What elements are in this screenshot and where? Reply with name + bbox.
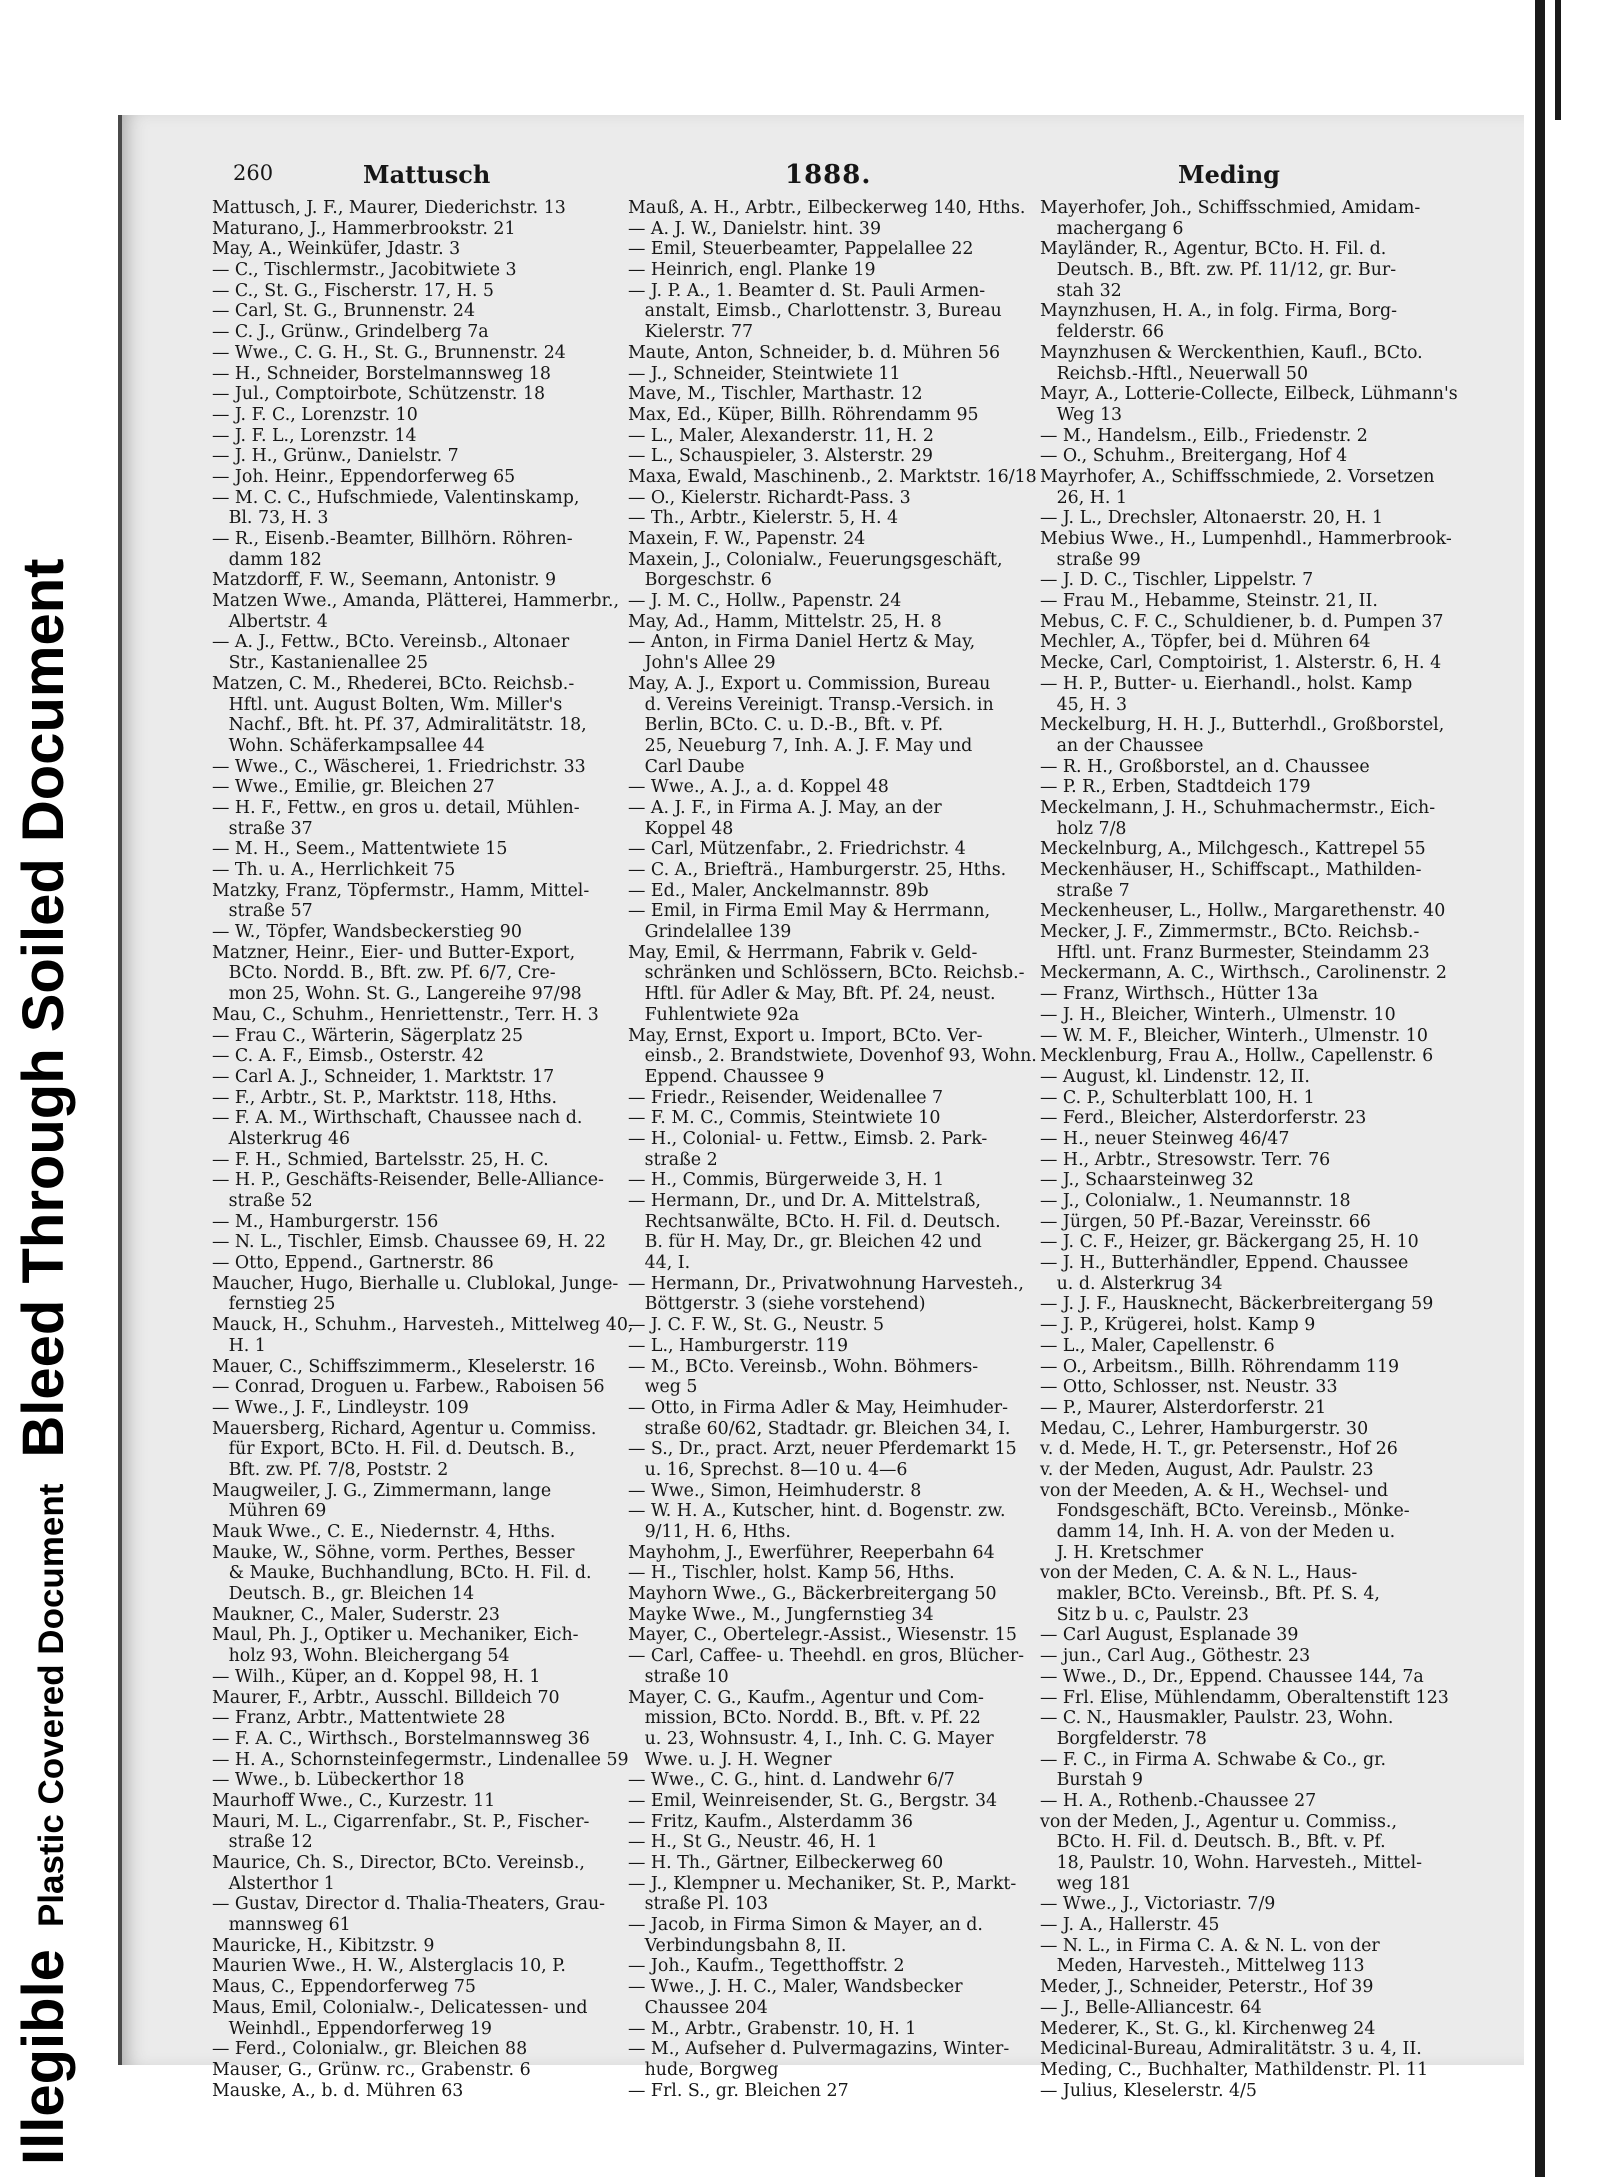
- directory-entry-line: 26, H. 1: [1040, 487, 1128, 508]
- directory-entry-line: hude, Borgweg: [628, 2059, 779, 2080]
- directory-entry-line: von der Meeden, A. & H., Wechsel- und: [1040, 1480, 1389, 1501]
- directory-entry-line: Nachf., Bft. ht. Pf. 37, Admiralitätstr. 18,: [212, 715, 587, 736]
- directory-entry-line: 18, Paulstr. 10, Wohn. Harvesteh., Mittel-: [1040, 1853, 1423, 1873]
- directory-entry-line: — Anton, in Firma Daniel Hertz & May,: [628, 632, 976, 653]
- label-plastic-covered: Plastic Covered Document: [32, 1483, 71, 1928]
- directory-entry-line: — J., Schneider, Steintwiete 11: [628, 363, 901, 384]
- directory-entry-line: — Gustav, Director d. Thalia-Theaters, Grau-: [212, 1894, 606, 1915]
- directory-entry-line: Mühren 69: [212, 1501, 327, 1522]
- directory-entry-line: — P., Maurer, Alsterdorferstr. 21: [1040, 1397, 1327, 1418]
- directory-entry-line: — Hermann, Dr., und Dr. A. Mittelstraß,: [628, 1191, 981, 1211]
- directory-entry-line: — M., Aufseher d. Pulvermagazins, Winter-: [628, 2039, 1010, 2060]
- directory-entry-line: Maturano, J., Hammerbrookstr. 21: [212, 218, 516, 239]
- directory-entry-line: — N. L., in Firma C. A. & N. L. von der: [1040, 1935, 1380, 1956]
- directory-entry-line: — P. R., Erben, Stadtdeich 179: [1040, 777, 1311, 798]
- directory-entry-line: — Conrad, Droguen u. Farbew., Raboisen 56: [212, 1377, 605, 1398]
- directory-entry-line: — Wwe., J., Victoriastr. 7/9: [1040, 1894, 1276, 1915]
- directory-entry-line: — M., Hamburgerstr. 156: [212, 1211, 439, 1232]
- directory-entry-line: — A. J. W., Danielstr. hint. 39: [628, 218, 882, 239]
- directory-entry-line: — J. C. F., Heizer, gr. Bäckergang 25, H. 10: [1040, 1232, 1419, 1253]
- directory-entry-line: holz 7/8: [1040, 818, 1127, 839]
- directory-entry-line: Mebus, C. F. C., Schuldiener, b. d. Pumpen 37: [1040, 611, 1444, 632]
- directory-entry-line: — J. H., Butterhändler, Eppend. Chaussee: [1040, 1253, 1409, 1274]
- directory-entry-line: straße 37: [212, 818, 313, 839]
- directory-entry-line: Meding, C., Buchhalter, Mathildenstr. Pl. 11: [1040, 2059, 1429, 2080]
- directory-entry-line: Fuhlentwiete 92a: [628, 1004, 800, 1025]
- directory-entry-line: B. für H. May, Dr., gr. Bleichen 42 und: [628, 1232, 982, 1253]
- directory-entry-line: Carl Daube: [628, 756, 745, 777]
- directory-entry-line: — H. Th., Gärtner, Eilbeckerweg 60: [628, 1853, 944, 1873]
- directory-entry-line: Mauri, M. L., Cigarrenfabr., St. P., Fischer-: [212, 1811, 590, 1832]
- directory-entry-line: Matzky, Franz, Töpfermstr., Hamm, Mittel-: [212, 880, 590, 901]
- directory-entry-line: — F. A. C., Wirthsch., Borstelmannsweg 36: [212, 1728, 590, 1749]
- directory-entry-line: — J., Klempner u. Mechaniker, St. P., Markt-: [628, 1873, 1017, 1894]
- directory-entry-line: — H. P., Butter- u. Eierhandl., holst. Kamp: [1040, 673, 1413, 694]
- directory-entry-line: Mayer, C., Obertelegr.-Assist., Wiesenstr. 15: [628, 1625, 1017, 1646]
- directory-entry-line: Mebius Wwe., H., Lumpenhdl., Hammerbrook-: [1040, 529, 1452, 549]
- directory-entry-line: — Carl, St. G., Brunnenstr. 24: [212, 301, 476, 322]
- directory-entry-line: mon 25, Wohn. St. G., Langereihe 97/98: [212, 984, 582, 1005]
- directory-column-1: [212, 198, 634, 2101]
- directory-entry-line: v. der Meden, August, Adr. Paulstr. 23: [1040, 1459, 1374, 1480]
- page-edge-shadow-top: [1555, 0, 1561, 120]
- directory-entry-line: Mechler, A., Töpfer, bei d. Mühren 64: [1040, 632, 1371, 653]
- directory-entry-line: Maus, C., Eppendorferweg 75: [212, 1977, 477, 1998]
- directory-entry-line: — C. A., Briefträ., Hamburgerstr. 25, Hths.: [628, 860, 1007, 880]
- directory-entry-line: Mattusch, J. F., Maurer, Diederichstr. 13: [212, 198, 566, 218]
- directory-entry-line: Meckermann, A. C., Wirthsch., Carolinenstr. 2: [1040, 963, 1447, 984]
- directory-entry-line: — Wilh., Küper, an d. Koppel 98, H. 1: [212, 1666, 541, 1687]
- directory-entry-line: — C. J., Grünw., Grindelberg 7a: [212, 322, 489, 343]
- directory-entry-line: für Export, BCto. H. Fil. d. Deutsch. B.,: [212, 1439, 575, 1460]
- directory-entry-line: — J. C. F. W., St. G., Neustr. 5: [628, 1315, 885, 1336]
- directory-entry-line: Kielerstr. 77: [628, 322, 754, 343]
- directory-entry-line: — F. H., Schmied, Bartelsstr. 25, H. C.: [212, 1149, 549, 1170]
- document-label-strip: [0, 0, 110, 2177]
- directory-entry-line: — C., Tischlermstr., Jacobitwiete 3: [212, 260, 517, 281]
- directory-entry-line: Max, Ed., Küper, Billh. Röhrendamm 95: [628, 404, 979, 425]
- directory-entry-line: Mauser, G., Grünw. rc., Grabenstr. 6: [212, 2059, 531, 2080]
- directory-entry-line: — R., Eisenb.-Beamter, Billhörn. Röhren-: [212, 529, 573, 549]
- directory-entry-line: — Hermann, Dr., Privatwohnung Harvesteh.,: [628, 1273, 1024, 1294]
- directory-entry-line: Mauersberg, Richard, Agentur u. Commiss.: [212, 1418, 597, 1439]
- directory-entry-line: Mayerhofer, Joh., Schiffsschmied, Amidam-: [1040, 198, 1421, 218]
- document-condition-label: [10, 559, 77, 2165]
- directory-entry-line: May, Emil, & Herrmann, Fabrik v. Geld-: [628, 942, 978, 963]
- directory-entry-line: — W. M. F., Bleicher, Winterh., Ulmenstr. 10: [1040, 1025, 1428, 1046]
- directory-entry-line: Mauricke, H., Kibitzstr. 9: [212, 1935, 435, 1956]
- directory-entry-line: Deutsch. B., Bft. zw. Pf. 11/12, gr. Bur-: [1040, 260, 1397, 281]
- directory-entry-line: John's Allee 29: [628, 653, 776, 674]
- directory-entry-line: — Th. u. A., Herrlichkeit 75: [212, 860, 456, 880]
- directory-entry-line: Mayke Wwe., M., Jungfernstieg 34: [628, 1604, 934, 1625]
- directory-entry-line: — Frl. S., gr. Bleichen 27: [628, 2080, 849, 2101]
- directory-entry-line: weg 181: [1040, 1873, 1132, 1894]
- directory-entry-line: Verbindungsbahn 8, II.: [628, 1935, 847, 1956]
- directory-entry-line: Maurice, Ch. S., Director, BCto. Vereinsb.,: [212, 1853, 585, 1873]
- directory-entry-line: — C. A. F., Eimsb., Osterstr. 42: [212, 1046, 484, 1067]
- directory-entry-line: — Frl. Elise, Mühlendamm, Oberaltenstift 123: [1040, 1687, 1449, 1708]
- directory-entry-line: — F. A. M., Wirthschaft, Chaussee nach d.: [212, 1108, 583, 1129]
- page-number: 260: [233, 161, 274, 185]
- directory-entry-line: — O., Kielerstr. Richardt-Pass. 3: [628, 487, 911, 508]
- directory-entry-line: — jun., Carl Aug., Göthestr. 23: [1040, 1646, 1311, 1667]
- directory-entry-line: May, Ernst, Export u. Import, BCto. Ver-: [628, 1025, 983, 1046]
- header-left-keyword: Mattusch: [363, 160, 491, 189]
- directory-entry-line: — Ferd., Colonialw., gr. Bleichen 88: [212, 2039, 528, 2060]
- directory-entry-line: straße Pl. 103: [628, 1894, 769, 1915]
- directory-entry-line: Grindelallee 139: [628, 922, 792, 943]
- directory-entry-line: Maxein, J., Colonialw., Feuerungsgeschäft,: [628, 549, 1003, 570]
- directory-entry-line: — J. J. F., Hausknecht, Bäckerbreitergang 59: [1040, 1294, 1434, 1315]
- directory-entry-line: schränken und Schlössern, BCto. Reichsb.-: [628, 963, 1025, 984]
- directory-entry-line: — Emil, Steuerbeamter, Pappelallee 22: [628, 239, 974, 260]
- directory-entry-line: — Wwe., A. J., a. d. Koppel 48: [628, 777, 889, 798]
- directory-entry-line: — A. J. F., in Firma A. J. May, an der: [628, 797, 942, 818]
- directory-entry-line: — Otto, in Firma Adler & May, Heimhuder-: [628, 1397, 1008, 1418]
- directory-entry-line: — Wwe., C. G. H., St. G., Brunnenstr. 24: [212, 342, 566, 363]
- directory-entry-line: — H. A., Schornsteinfegermstr., Lindenallee 59: [212, 1749, 629, 1770]
- directory-entry-line: Maxa, Ewald, Maschinenb., 2. Marktstr. 16/18: [628, 466, 1037, 487]
- directory-entry-line: fernstieg 25: [212, 1294, 336, 1315]
- directory-entry-line: u. 16, Sprechst. 8—10 u. 4—6: [628, 1459, 908, 1480]
- directory-entry-line: stah 32: [1040, 280, 1122, 301]
- directory-entry-line: — Jul., Comptoirbote, Schützenstr. 18: [212, 384, 546, 405]
- directory-entry-line: d. Vereins Vereinigt. Transp.-Versich. in: [628, 694, 994, 715]
- directory-entry-line: — N. L., Tischler, Eimsb. Chaussee 69, H. 22: [212, 1232, 606, 1253]
- directory-entry-line: Mauer, C., Schiffszimmerm., Kleselerstr. 16: [212, 1356, 596, 1377]
- directory-entry-line: Reichsb.-Hftl., Neuerwall 50: [1040, 363, 1309, 384]
- directory-entry-line: — H. F., Fettw., en gros u. detail, Mühlen-: [212, 797, 580, 818]
- directory-entry-line: mission, BCto. Nordd. B., Bft. v. Pf. 22: [628, 1708, 981, 1729]
- directory-entry-line: Str., Kastanienallee 25: [212, 653, 429, 674]
- directory-entry-line: May, A. J., Export u. Commission, Bureau: [628, 673, 991, 694]
- directory-entry-line: — H., Commis, Bürgerweide 3, H. 1: [628, 1170, 945, 1191]
- directory-entry-line: — Julius, Kleselerstr. 4/5: [1040, 2080, 1257, 2101]
- directory-entry-line: — S., Dr., pract. Arzt, neuer Pferdemarkt 15: [628, 1439, 1017, 1460]
- directory-entry-line: straße 99: [1040, 549, 1141, 570]
- directory-entry-line: — H. P., Geschäfts-Reisender, Belle-Alliance-: [212, 1170, 604, 1191]
- directory-entry-line: Alsterkrug 46: [212, 1128, 351, 1149]
- directory-entry-line: Weinhdl., Eppendorferweg 19: [212, 2018, 492, 2039]
- header-year: 1888.: [785, 160, 872, 190]
- directory-entry-line: — J. L., Drechsler, Altonaerstr. 20, H. 1: [1040, 508, 1384, 529]
- directory-entry-line: Mauck, H., Schuhm., Harvesteh., Mittelweg 40,: [212, 1315, 634, 1336]
- directory-entry-line: Eppend. Chaussee 9: [628, 1066, 825, 1087]
- directory-entry-line: Maul, Ph. J., Optiker u. Mechaniker, Eich-: [212, 1625, 579, 1646]
- directory-entry-line: makler, BCto. Vereinsb., Bft. Pf. S. 4,: [1040, 1584, 1380, 1605]
- directory-entry-line: machergang 6: [1040, 218, 1184, 239]
- directory-entry-line: — J. H., Grünw., Danielstr. 7: [212, 446, 459, 467]
- directory-entry-line: — Jürgen, 50 Pf.-Bazar, Vereinsstr. 66: [1040, 1211, 1371, 1232]
- directory-entry-line: Burstah 9: [1040, 1770, 1143, 1791]
- directory-entry-line: Meckenhäuser, H., Schiffscapt., Mathilden-: [1040, 860, 1422, 880]
- directory-entry-line: Medau, C., Lehrer, Hamburgerstr. 30: [1040, 1418, 1369, 1439]
- directory-entry-line: Maurhoff Wwe., C., Kurzestr. 11: [212, 1790, 496, 1811]
- directory-entry-line: Maute, Anton, Schneider, b. d. Mühren 56: [628, 342, 1001, 363]
- directory-entry-line: Meder, J., Schneider, Peterstr., Hof 39: [1040, 1977, 1374, 1998]
- directory-entry-line: Medicinal-Bureau, Admiralitätstr. 3 u. 4, II.: [1040, 2039, 1422, 2060]
- directory-entry-line: — J., Belle-Alliancestr. 64: [1040, 1997, 1262, 2018]
- directory-entry-line: Mauk Wwe., C. E., Niedernstr. 4, Hths.: [212, 1522, 556, 1542]
- directory-entry-line: Chaussee 204: [628, 1997, 768, 2018]
- directory-entry-line: 44, I.: [628, 1253, 691, 1274]
- directory-entry-line: — Friedr., Reisender, Weidenallee 7: [628, 1087, 944, 1108]
- directory-entry-line: — Wwe., b. Lübeckerthor 18: [212, 1770, 465, 1791]
- directory-entry-line: — W. H. A., Kutscher, hint. d. Bogenstr. zw.: [628, 1501, 1006, 1522]
- directory-entry-line: — M., Arbtr., Grabenstr. 10, H. 1: [628, 2018, 917, 2039]
- directory-entry-line: — J. P. A., 1. Beamter d. St. Pauli Armen-: [628, 280, 986, 301]
- directory-entry-line: Hftl. unt. Franz Burmester, Steindamm 23: [1040, 942, 1430, 963]
- directory-entry-line: Mederer, K., St. G., kl. Kirchenweg 24: [1040, 2018, 1376, 2039]
- directory-entry-line: — Ed., Maler, Anckelmannstr. 89b: [628, 880, 929, 901]
- directory-entry-line: straße 52: [212, 1191, 313, 1211]
- directory-entry-line: Deutsch. B., gr. Bleichen 14: [212, 1584, 475, 1605]
- directory-entry-line: weg 5: [628, 1377, 698, 1398]
- directory-entry-line: — H., Schneider, Borstelmannsweg 18: [212, 363, 551, 384]
- directory-entry-line: — M. C. C., Hufschmiede, Valentinskamp,: [212, 487, 580, 508]
- directory-entry-line: Wwe. u. J. H. Wegner: [628, 1749, 832, 1770]
- directory-entry-line: Mecke, Carl, Comptoirist, 1. Alsterstr. 6, H. 4: [1040, 653, 1442, 674]
- directory-entry-line: — R. H., Großborstel, an d. Chaussee: [1040, 756, 1370, 777]
- directory-entry-line: — A. J., Fettw., BCto. Vereinsb., Altonaer: [212, 632, 570, 653]
- directory-entry-line: straße 12: [212, 1832, 313, 1853]
- directory-entry-line: Maugweiler, J. G., Zimmermann, lange: [212, 1480, 552, 1501]
- directory-entry-line: mannsweg 61: [212, 1915, 351, 1936]
- directory-entry-line: Mayländer, R., Agentur, BCto. H. Fil. d.: [1040, 239, 1387, 260]
- directory-entry-line: felderstr. 66: [1040, 322, 1165, 343]
- directory-entry-line: — J. H., Bleicher, Winterh., Ulmenstr. 10: [1040, 1004, 1396, 1025]
- directory-entry-line: — Fritz, Kaufm., Alsterdamm 36: [628, 1811, 913, 1832]
- directory-entry-line: — Otto, Eppend., Gartnerstr. 86: [212, 1253, 494, 1274]
- directory-entry-line: — L., Maler, Capellenstr. 6: [1040, 1335, 1275, 1356]
- directory-entry-line: Mecker, J. F., Zimmermstr., BCto. Reichsb.-: [1040, 922, 1420, 943]
- directory-entry-line: — H., Colonial- u. Fettw., Eimsb. 2. Park-: [628, 1128, 988, 1149]
- directory-entry-line: Mau, C., Schuhm., Henriettenstr., Terr. H. 3: [212, 1004, 599, 1025]
- directory-entry-line: Maurien Wwe., H. W., Alsterglacis 10, P.: [212, 1956, 566, 1977]
- directory-column-3: [1040, 198, 1458, 2101]
- directory-entry-line: straße 57: [212, 901, 313, 922]
- directory-entry-line: — Carl A. J., Schneider, 1. Marktstr. 17: [212, 1066, 555, 1087]
- directory-entry-line: damm 182: [212, 549, 322, 570]
- directory-entry-line: — Carl, Caffee- u. Theehdl. en gros, Blücher-: [628, 1646, 1025, 1667]
- directory-entry-line: — H. A., Rothenb.-Chaussee 27: [1040, 1790, 1317, 1811]
- directory-entry-line: Borgeschstr. 6: [628, 570, 772, 591]
- directory-entry-line: 9/11, H. 6, Hths.: [628, 1522, 791, 1542]
- directory-entry-line: — Frau M., Hebamme, Steinstr. 21, II.: [1040, 591, 1378, 612]
- directory-entry-line: anstalt, Eimsb., Charlottenstr. 3, Bureau: [628, 301, 1002, 322]
- directory-entry-line: — Wwe., C. G., hint. d. Landwehr 6/7: [628, 1770, 955, 1791]
- directory-entry-line: & Mauke, Buchhandlung, BCto. H. Fil. d.: [212, 1563, 592, 1584]
- directory-entry-line: — F. C., in Firma A. Schwabe & Co., gr.: [1040, 1749, 1387, 1770]
- directory-entry-line: — J. F. L., Lorenzstr. 14: [212, 425, 417, 446]
- directory-entry-line: — C., St. G., Fischerstr. 17, H. 5: [212, 280, 494, 301]
- label-illegible: Illegible: [11, 1949, 76, 2165]
- directory-entry-line: Matzen, C. M., Rhederei, BCto. Reichsb.-: [212, 673, 575, 694]
- directory-entry-line: May, A., Weinküfer, Jdastr. 3: [212, 239, 461, 260]
- directory-entry-line: — M., Handelsm., Eilb., Friedenstr. 2: [1040, 425, 1368, 446]
- directory-entry-line: — Jacob, in Firma Simon & Mayer, an d.: [628, 1915, 983, 1936]
- directory-entry-line: Fondsgeschäft, BCto. Vereinsb., Mönke-: [1040, 1501, 1410, 1522]
- directory-entry-line: — Emil, Weinreisender, St. G., Bergstr. 34: [628, 1790, 998, 1811]
- directory-entry-line: von der Meden, J., Agentur u. Commiss.,: [1040, 1811, 1397, 1832]
- directory-entry-line: — Wwe., J. F., Lindleystr. 109: [212, 1397, 469, 1418]
- directory-entry-line: — J., Colonialw., 1. Neumannstr. 18: [1040, 1191, 1351, 1211]
- directory-entry-line: Sitz b u. c, Paulstr. 23: [1040, 1604, 1250, 1625]
- directory-entry-line: straße 60/62, Stadtadr. gr. Bleichen 34, I.: [628, 1418, 1011, 1439]
- directory-entry-line: Mecklenburg, Frau A., Hollw., Capellenstr. 6: [1040, 1046, 1434, 1067]
- directory-entry-line: u. 23, Wohnsustr. 4, I., Inh. C. G. Mayer: [628, 1728, 994, 1749]
- directory-entry-line: — Carl, Mützenfabr., 2. Friedrichstr. 4: [628, 839, 966, 860]
- directory-entry-line: straße 10: [628, 1666, 729, 1687]
- directory-entry-line: — L., Maler, Alexanderstr. 11, H. 2: [628, 425, 934, 446]
- directory-entry-line: holz 93, Wohn. Bleichergang 54: [212, 1646, 510, 1667]
- directory-entry-line: — Th., Arbtr., Kielerstr. 5, H. 4: [628, 508, 899, 529]
- directory-entry-line: Maukner, C., Maler, Suderstr. 23: [212, 1604, 500, 1625]
- directory-entry-line: — Franz, Wirthsch., Hütter 13a: [1040, 984, 1319, 1005]
- directory-entry-line: — Wwe., Simon, Heimhuderstr. 8: [628, 1480, 922, 1501]
- directory-entry-line: — J. A., Hallerstr. 45: [1040, 1915, 1220, 1936]
- directory-entry-line: Mayhohm, J., Ewerführer, Reeperbahn 64: [628, 1542, 995, 1563]
- directory-entry-line: — F. M. C., Commis, Steintwiete 10: [628, 1108, 941, 1129]
- directory-entry-line: — C. N., Hausmakler, Paulstr. 23, Wohn.: [1040, 1708, 1394, 1729]
- directory-entry-line: — Wwe., C., Wäscherei, 1. Friedrichstr. 33: [212, 756, 586, 777]
- directory-entry-line: — H., Arbtr., Stresowstr. Terr. 76: [1040, 1149, 1331, 1170]
- directory-entry-line: Borgfelderstr. 78: [1040, 1728, 1207, 1749]
- directory-entry-line: Rechtsanwälte, BCto. H. Fil. d. Deutsch.: [628, 1211, 1001, 1232]
- directory-column-2: [628, 198, 1037, 2101]
- directory-entry-line: — Wwe., D., Dr., Eppend. Chaussee 144, 7a: [1040, 1666, 1424, 1687]
- directory-entry-line: Weg 13: [1040, 404, 1123, 425]
- directory-entry-line: straße 2: [628, 1149, 718, 1170]
- directory-entry-line: — L., Schauspieler, 3. Alsterstr. 29: [628, 446, 933, 467]
- page-edge-shadow: [1535, 0, 1545, 2177]
- directory-entry-line: — O., Arbeitsm., Billh. Röhrendamm 119: [1040, 1356, 1400, 1377]
- directory-entry-line: Matzner, Heinr., Eier- und Butter-Export,: [212, 942, 576, 963]
- directory-entry-line: — Carl August, Esplanade 39: [1040, 1625, 1299, 1646]
- directory-entry-line: — Franz, Arbtr., Mattentwiete 28: [212, 1708, 506, 1729]
- directory-entry-line: Meckenheuser, L., Hollw., Margarethenstr. 40: [1040, 901, 1446, 922]
- directory-entry-line: von der Meden, C. A. & N. L., Haus-: [1040, 1563, 1358, 1584]
- directory-entry-line: Maxein, F. W., Papenstr. 24: [628, 529, 866, 549]
- directory-entry-line: an der Chaussee: [1040, 735, 1204, 756]
- directory-entry-line: Meckelnburg, A., Milchgesch., Kattrepel 55: [1040, 839, 1426, 860]
- directory-entry-line: Bft. zw. Pf. 7/8, Poststr. 2: [212, 1459, 449, 1480]
- directory-entry-line: Maucher, Hugo, Bierhalle u. Clublokal, Junge-: [212, 1273, 619, 1294]
- directory-entry-line: — H., Tischler, holst. Kamp 56, Hths.: [628, 1563, 955, 1584]
- directory-entry-line: Meden, Harvesteh., Mittelweg 113: [1040, 1956, 1365, 1977]
- directory-entry-line: May, Ad., Hamm, Mittelstr. 25, H. 8: [628, 611, 942, 632]
- directory-entry-line: — Wwe., Emilie, gr. Bleichen 27: [212, 777, 495, 798]
- directory-entry-line: Wohn. Schäferkampsallee 44: [212, 735, 485, 756]
- directory-entry-line: Koppel 48: [628, 818, 734, 839]
- directory-entry-line: Hftl. unt. August Bolten, Wm. Miller's: [212, 694, 563, 715]
- directory-entry-line: Maynzhusen & Werckenthien, Kaufl., BCto.: [1040, 342, 1423, 363]
- directory-entry-line: Mauske, A., b. d. Mühren 63: [212, 2080, 464, 2101]
- directory-entry-line: Alsterthor 1: [212, 1873, 335, 1894]
- directory-entry-line: H. 1: [212, 1335, 266, 1356]
- directory-entry-line: Maurer, F., Arbtr., Ausschl. Billdeich 70: [212, 1687, 560, 1708]
- directory-entry-line: Meckelmann, J. H., Schuhmachermstr., Eich-: [1040, 797, 1436, 818]
- directory-entry-line: — Ferd., Bleicher, Alsterdorferstr. 23: [1040, 1108, 1367, 1129]
- directory-entry-line: Mayhorn Wwe., G., Bäckerbreitergang 50: [628, 1584, 997, 1605]
- directory-entry-line: — J. P., Krügerei, holst. Kamp 9: [1040, 1315, 1316, 1336]
- directory-entry-line: — W., Töpfer, Wandsbeckerstieg 90: [212, 922, 522, 943]
- header-right-keyword: Meding: [1178, 160, 1280, 189]
- directory-entry-line: Mauke, W., Söhne, vorm. Perthes, Besser: [212, 1542, 575, 1563]
- directory-entry-line: BCto. Nordd. B., Bft. zw. Pf. 6/7, Cre-: [212, 963, 556, 984]
- directory-entry-line: — O., Schuhm., Breitergang, Hof 4: [1040, 446, 1348, 467]
- directory-entry-line: einsb., 2. Brandstwiete, Dovenhof 93, Wohn.: [628, 1046, 1037, 1067]
- directory-entry-line: — Wwe., J. H. C., Maler, Wandsbecker: [628, 1977, 963, 1998]
- directory-entry-line: — Frau C., Wärterin, Sägerplatz 25: [212, 1025, 524, 1046]
- directory-entry-line: Berlin, BCto. C. u. D.-B., Bft. v. Pf.: [628, 715, 944, 736]
- directory-entry-line: — Joh. Heinr., Eppendorferweg 65: [212, 466, 516, 487]
- directory-entry-line: — Otto, Schlosser, nst. Neustr. 33: [1040, 1377, 1338, 1398]
- directory-entry-line: v. d. Mede, H. T., gr. Petersenstr., Hof 26: [1040, 1439, 1398, 1460]
- directory-entry-line: — F., Arbtr., St. P., Marktstr. 118, Hths.: [212, 1087, 557, 1108]
- directory-entry-line: — Heinrich, engl. Planke 19: [628, 260, 876, 281]
- directory-entry-line: — August, kl. Lindenstr. 12, II.: [1040, 1066, 1310, 1087]
- directory-entry-line: — H., neuer Steinweg 46/47: [1040, 1128, 1290, 1149]
- directory-entry-line: — H., St G., Neustr. 46, H. 1: [628, 1832, 878, 1853]
- directory-entry-line: straße 7: [1040, 880, 1130, 901]
- directory-entry-line: 45, H. 3: [1040, 694, 1128, 715]
- directory-entry-line: Matzen Wwe., Amanda, Plätterei, Hammerbr.,: [212, 591, 619, 612]
- directory-entry-line: Böttgerstr. 3 (siehe vorstehend): [628, 1294, 926, 1315]
- directory-entry-line: — C. P., Schulterblatt 100, H. 1: [1040, 1087, 1315, 1108]
- directory-entry-line: Maynzhusen, H. A., in folg. Firma, Borg-: [1040, 301, 1397, 322]
- directory-entry-line: — J. F. C., Lorenzstr. 10: [212, 404, 418, 425]
- directory-entry-line: u. d. Alsterkrug 34: [1040, 1273, 1223, 1294]
- page-header: [118, 158, 1318, 190]
- directory-entry-line: Mayer, C. G., Kaufm., Agentur und Com-: [628, 1687, 984, 1708]
- directory-entry-line: J. H. Kretschmer: [1040, 1542, 1204, 1563]
- directory-entry-line: — J. M. C., Hollw., Papenstr. 24: [628, 591, 902, 612]
- directory-entry-line: Meckelburg, H. H. J., Butterhdl., Großborstel,: [1040, 715, 1445, 736]
- directory-entry-line: damm 14, Inh. H. A. von der Meden u.: [1040, 1522, 1396, 1542]
- directory-entry-line: Mauß, A. H., Arbtr., Eilbeckerweg 140, Hths.: [628, 198, 1026, 218]
- directory-entry-line: Mayr, A., Lotterie-Collecte, Eilbeck, Lühmann's: [1040, 384, 1458, 405]
- directory-entry-line: Bl. 73, H. 3: [212, 508, 329, 529]
- directory-entry-line: Maus, Emil, Colonialw.-, Delicatessen- und: [212, 1997, 588, 2018]
- directory-entry-line: BCto. H. Fil. d. Deutsch. B., Bft. v. Pf.: [1040, 1832, 1386, 1853]
- directory-entry-line: — J., Schaarsteinweg 32: [1040, 1170, 1254, 1191]
- directory-entry-line: — L., Hamburgerstr. 119: [628, 1335, 849, 1356]
- directory-entry-line: Mayrhofer, A., Schiffsschmiede, 2. Vorsetzen: [1040, 466, 1435, 487]
- directory-entry-line: Albertstr. 4: [212, 611, 328, 632]
- directory-entry-line: — J. D. C., Tischler, Lippelstr. 7: [1040, 570, 1314, 591]
- directory-entry-line: — M. H., Seem., Mattentwiete 15: [212, 839, 508, 860]
- directory-entry-line: 25, Neueburg 7, Inh. A. J. F. May und: [628, 735, 973, 756]
- directory-entry-line: Mave, M., Tischler, Marthastr. 12: [628, 384, 923, 405]
- directory-entry-line: — M., BCto. Vereinsb., Wohn. Böhmers-: [628, 1356, 979, 1377]
- directory-entry-line: — Emil, in Firma Emil May & Herrmann,: [628, 901, 991, 922]
- directory-entry-line: Matzdorff, F. W., Seemann, Antonistr. 9: [212, 570, 557, 591]
- label-bleed-through: Bleed Through Soiled Document: [11, 558, 76, 1458]
- directory-entry-line: — Joh., Kaufm., Tegetthoffstr. 2: [628, 1956, 905, 1977]
- directory-entry-line: Hftl. für Adler & May, Bft. Pf. 24, neust.: [628, 984, 996, 1005]
